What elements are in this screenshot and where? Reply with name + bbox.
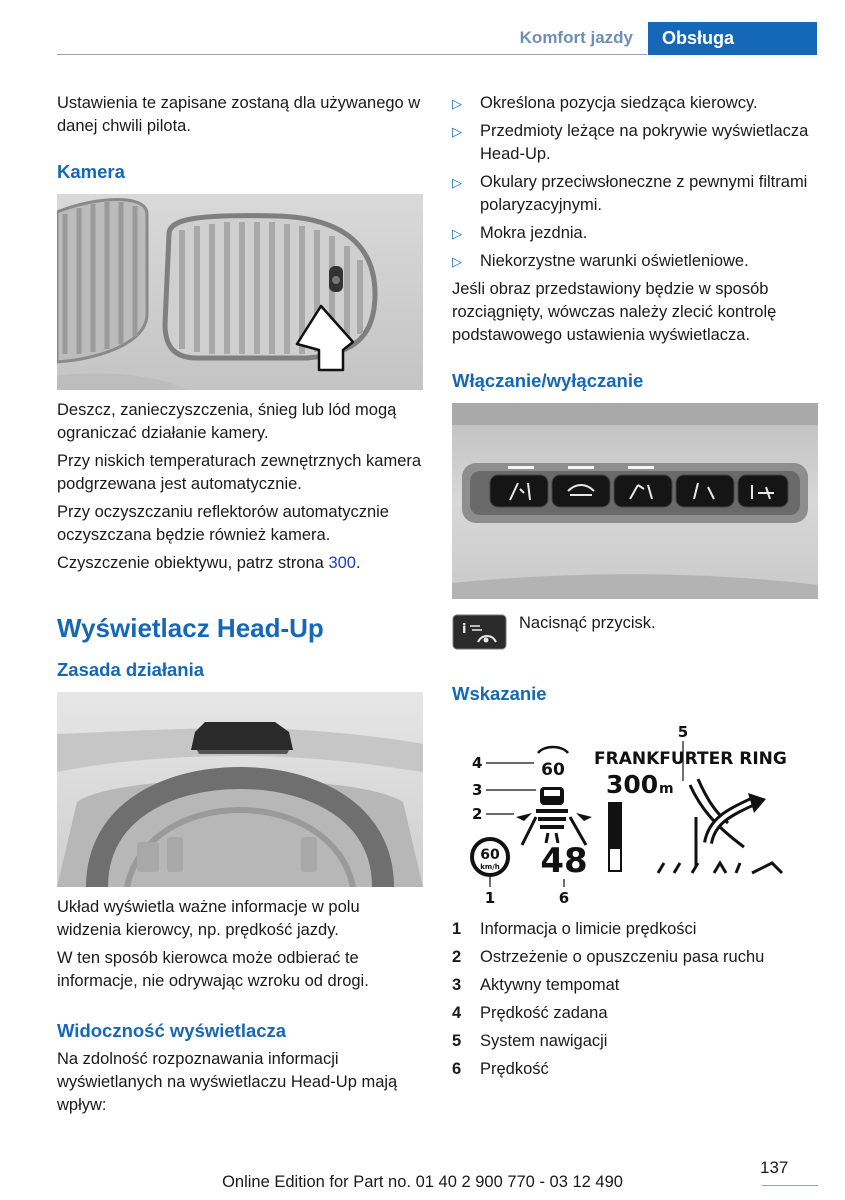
legend-item: 1 Informacja o limicie prędkości	[452, 920, 697, 938]
camera-grille-image	[57, 194, 423, 390]
button-panel-image	[452, 403, 818, 599]
legend-item: 2 Ostrzeżenie o opuszczeniu pasa ruchu	[452, 948, 765, 966]
callout-3: 3	[472, 781, 483, 799]
list-item: ▷ Okulary przeciwsłoneczne z pewnymi filtrami polaryzacyjnymi.	[452, 173, 808, 214]
street-name: FRANKFURTER RING	[594, 749, 787, 769]
callout-1: 1	[484, 889, 496, 907]
principle-paragraph-1: Układ wyświetla ważne informacje w polu widzenia kierowcy, np. prędkość jazdy.	[57, 898, 360, 939]
nav-distance: 300	[606, 770, 659, 799]
header-tab: Obsługa	[648, 22, 817, 55]
press-button-text: Nacisnąć przycisk.	[519, 614, 656, 632]
legend-list	[452, 918, 818, 1081]
list-item: ▷ Niekorzystne warunki oświetleniowe.	[452, 250, 818, 273]
nav-distance-unit: m	[659, 781, 674, 797]
footer-edition: Online Edition for Part no. 01 40 2 900 770 - 03 12 490	[222, 1173, 623, 1191]
display-heading: Wskazanie	[452, 683, 547, 704]
list-item: ▷ Przedmioty leżące na pokrywie wyświetlacza Head-Up.	[452, 122, 809, 163]
page-number: 137	[760, 1158, 789, 1177]
intro-paragraph: Ustawienia te zapisane zostaną dla używanego w danej chwili pilota.	[57, 94, 421, 135]
triangle-bullet-icon: ▷	[452, 226, 462, 241]
triangle-bullet-icon: ▷	[452, 124, 462, 139]
left-column	[57, 92, 425, 1122]
callout-2: 2	[472, 805, 483, 823]
list-item: ▷ Określona pozycja siedząca kierowcy.	[452, 92, 818, 115]
triangle-bullet-icon: ▷	[452, 96, 462, 111]
legend-item: 5 System nawigacji	[452, 1032, 608, 1050]
svg-text:i: i	[462, 622, 467, 637]
right-column	[452, 92, 818, 1086]
callout-6: 6	[558, 889, 570, 907]
camera-paragraph-2: Przy niskich temperaturach zewnętrznych kamera podgrzewana jest automatycznie.	[57, 452, 422, 493]
dashboard-hud-image	[57, 692, 423, 887]
camera-paragraph-1: Deszcz, zanieczyszczenia, śnieg lub lód mogą ograniczać działanie kamery.	[57, 401, 397, 442]
page-link-300[interactable]: 300	[328, 554, 356, 572]
current-speed-value: 48	[540, 841, 588, 881]
camera-paragraph-3: Przy oczyszczaniu reflektorów automatycznie oczyszczana będzie również kamera.	[57, 503, 389, 544]
distortion-paragraph: Jeśli obraz przedstawiony będzie w sposób rozciągnięty, wówczas należy zlecić kontrolę podstawowego ustawienia wyświetlacza.	[452, 280, 777, 344]
camera-p4-text: Czyszczenie obiektywu, patrz strona	[57, 554, 329, 572]
press-button-row	[452, 614, 818, 650]
visibility-heading: Widoczność wyświetlacza	[57, 1020, 287, 1041]
triangle-bullet-icon: ▷	[452, 254, 462, 269]
principle-paragraph-2: W ten sposób kierowca może odbierać te informacje, nie odrywając wzroku od drogi.	[57, 949, 369, 990]
speed-limit-value: 60	[480, 847, 500, 863]
hud-button-icon[interactable]	[452, 614, 507, 650]
list-item: ▷ Mokra jezdnia.	[452, 222, 818, 245]
legend-item: 4 Prędkość zadana	[452, 1004, 608, 1022]
set-speed-value: 60	[541, 760, 565, 780]
speed-limit-unit: km/h	[480, 863, 500, 871]
camera-heading: Kamera	[57, 161, 125, 182]
principle-heading: Zasada działania	[57, 659, 205, 680]
legend-item: 6 Prędkość	[452, 1060, 549, 1078]
onoff-heading: Włączanie/wyłączanie	[452, 370, 644, 391]
triangle-bullet-icon: ▷	[452, 175, 462, 190]
legend-item: 3 Aktywny tempomat	[452, 976, 620, 994]
header-section: Komfort jazdy	[519, 28, 633, 47]
hud-display-diagram	[452, 717, 818, 912]
camera-paragraph-4	[57, 552, 425, 575]
camera-p4-end: .	[355, 554, 361, 572]
header-rule	[57, 54, 647, 55]
hud-heading: Wyświetlacz Head-Up	[57, 613, 324, 643]
visibility-factors-list	[452, 92, 818, 273]
callout-5: 5	[677, 723, 689, 741]
callout-4: 4	[472, 754, 483, 772]
visibility-paragraph: Na zdolność rozpoznawania informacji wyświetlanych na wyświetlaczu Head-Up mają wpływ:	[57, 1050, 398, 1114]
